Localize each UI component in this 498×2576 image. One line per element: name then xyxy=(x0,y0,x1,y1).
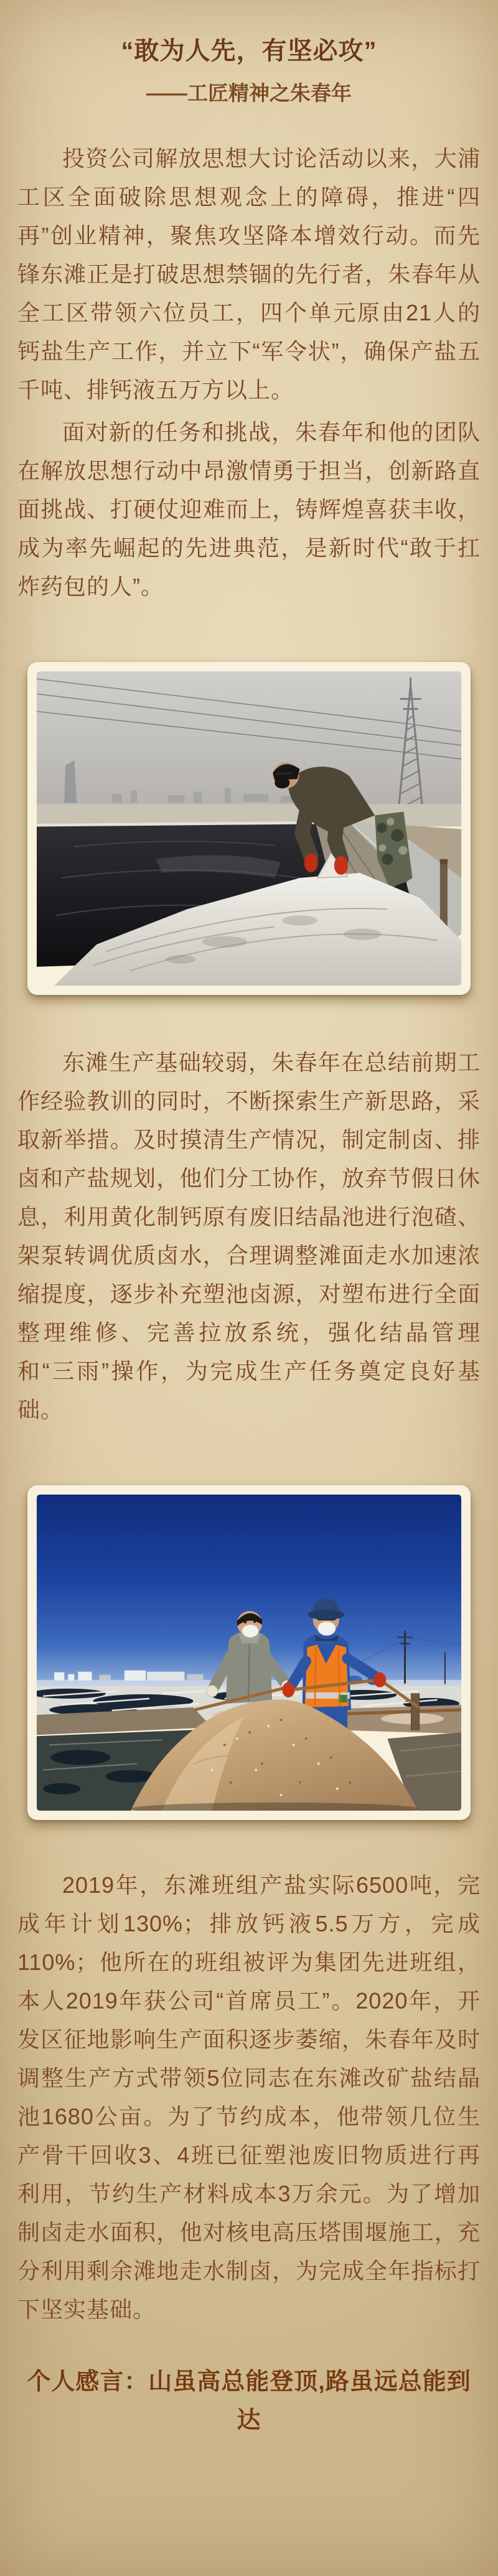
photo-card-salt-pond xyxy=(27,662,471,995)
paragraph-challenge: 面对新的任务和挑战，朱春年和他的团队在解放思想行动中昂激情勇于担当，创新路直面挑战、打硬仗迎难而上，铸辉煌喜获丰收，成为率先崛起的先进典范，是新时代“敢于扛炸药包的人”。 xyxy=(17,419,481,599)
paragraph-production: 东滩生产基础较弱，朱春年在总结前期工作经验教训的同时，不断探索生产新思路，采取新举措。及时摸清生产情况，制定制卤、排卤和产盐规划，他们分工协作，放弃节假日休息，利用黄化制钙原有废旧结晶池进行泡碴、架泵转调优质卤水，合理调整滩面走水加速浓缩提度，逐步补充塑池卤源，对塑布进行全面整理维修、完善拉放系统，强化结晶管理和“三雨”操作，为完成生产任务奠定良好基础。 xyxy=(17,1049,481,1422)
photo-card-salt-pile xyxy=(27,1485,471,1820)
photo1-sky xyxy=(37,671,461,825)
article-title: “敢为人先，有坚必攻” xyxy=(121,37,377,65)
article-subtitle: ——工匠精神之朱春年 xyxy=(146,82,352,105)
personal-quote: 个人感言：山虽高总能登顶,路虽远总能到达 xyxy=(27,2368,471,2434)
photo-salt-pile-workers-illustration xyxy=(37,1495,461,1811)
photo-salt-pond-worker-illustration xyxy=(37,671,461,986)
paragraph-results: 2019年，东滩班组产盐实际6500吨，完成年计划130%；排放钙液5.5万方，完成110%；他所在的班组被评为集团先进班组，本人2019年获公司“首席员工”。2020年，开发区征地影响生产面积逐步萎缩，朱春年及时调整生产方式带领5位同志在东滩改矿盐结晶池1680公亩。为了节约成本，他带领几位生产骨干回收3、4班已征塑池废旧物质进行再利用，节约生产材料成本3万余元。为了增加制卤走水面积，他对核电高压塔围堰施工，充分利用剩余滩地走水制卤，为完成全年指标打下坚实基础。 xyxy=(17,1872,481,2322)
paragraph-intro: 投资公司解放思想大讨论活动以来，大浦工区全面破除思想观念上的障碍，推进“四再”创业精神，聚焦攻坚降本增效行动。而先锋东滩正是打破思想禁锢的先行者，朱春年从全工区带领六位员工，四个单元原由21人的钙盐生产工作，并立下“军令状”，确保产盐五千吨、排钙液五万方以上。 xyxy=(17,146,481,403)
